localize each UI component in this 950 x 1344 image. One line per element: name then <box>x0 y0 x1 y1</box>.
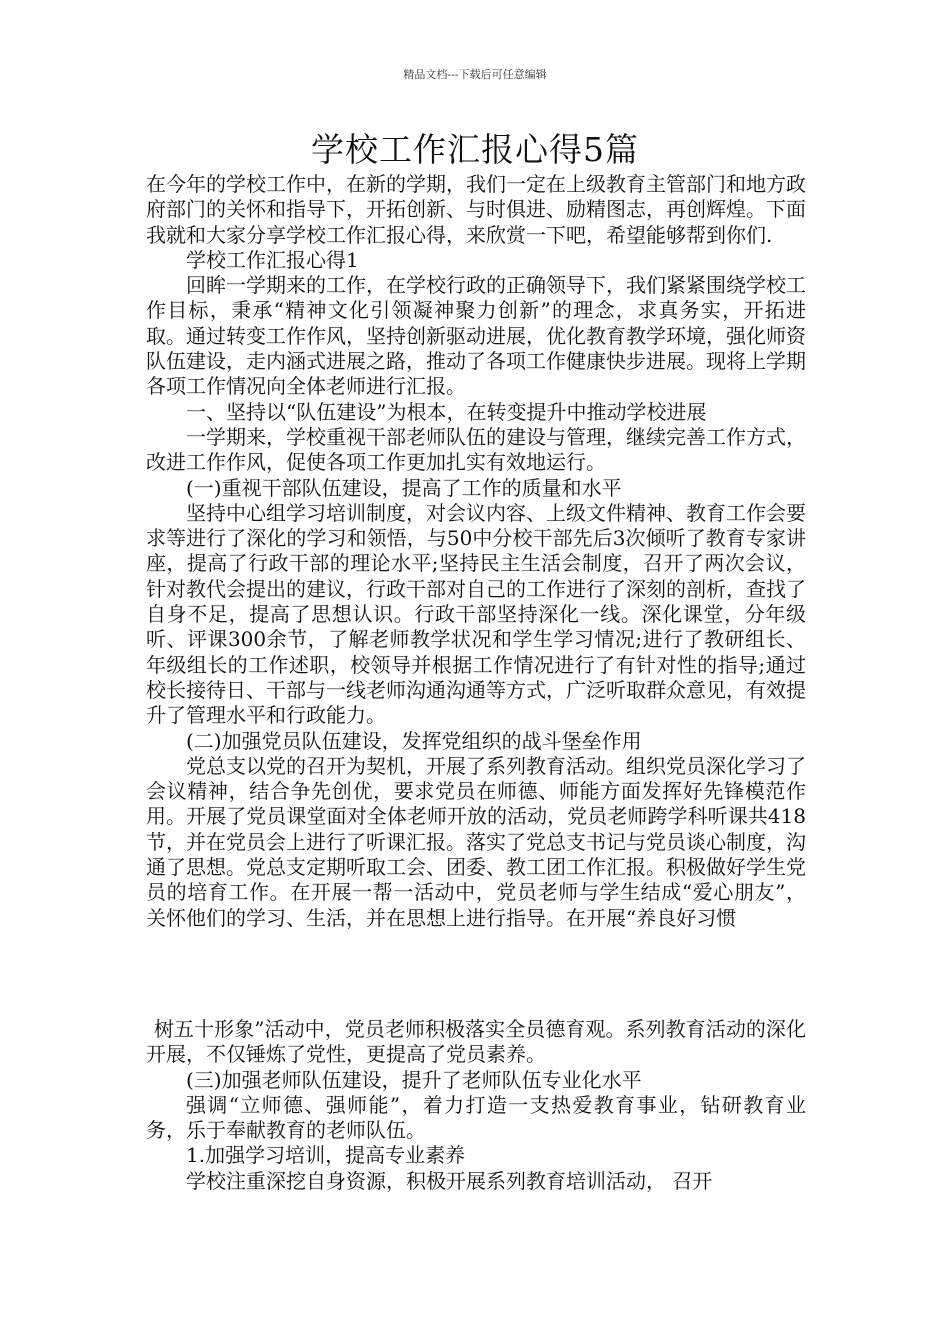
continued-paragraph: 树五十形象”活动中，党员老师积极落实全员德育观。系列教育活动的深化开展，不仅锤炼了党性，更提高了党员素养。 <box>146 1017 806 1067</box>
paragraph: 回眸一学期来的工作，在学校行政的正确领导下，我们紧紧围绕学校工作目标，秉承“精神文化引领凝神聚力创新”的理念，求真务实，开拓进取。通过转变工作作风，坚持创新驱动进展，优化教育教学环境，强化师资队伍建设，走内涵式进展之路，推动了各项工作健康快步进展。现将上学期各项工作情况向全体老师进行汇报。 <box>146 273 806 399</box>
heading-team-building: 一、坚持以“队伍建设”为根本，在转变提升中推动学校进展 <box>186 399 707 424</box>
paragraph: 强调“立师德、强师能”，着力打造一支热爱教育事业，钻研教育业务，乐于奉献教育的老师队伍。 <box>146 1092 806 1143</box>
document-body-part-2 <box>146 1017 806 1194</box>
subheading-teacher-team: (三)加强老师队伍建设，提升了老师队伍专业化水平 <box>186 1067 642 1092</box>
paragraph: 坚持中心组学习培训制度，对会议内容、上级文件精神、教育工作会要求等进行了深化的学习和领悟，与50中分校干部先后3次倾听了教育专家讲座，提高了行政干部的理论水平;坚持民主生活会制度，召开了两次会议，针对教代会提出的建议，行政干部对自己的工作进行了深刻的剖析，查找了自身不足，提高了思想认识。行政干部坚持深化一线。深化课堂，分年级听、评课300余节，了解老师教学状况和学生学习情况;进行了教研组长、年级组长的工作述职，校领导并根据工作情况进行了有针对性的指导;通过校长接待日、干部与一线老师沟通沟通等方式，广泛听取群众意见，有效提升了管理水平和行政能力。 <box>146 500 806 728</box>
document-title: 学校工作汇报心得5篇 <box>311 130 639 169</box>
intro-paragraph: 在今年的学校工作中，在新的学期，我们一定在上级教育主管部门和地方政府部门的关怀和指导下，开拓创新、与时俱进、励精图志，再创辉煌。下面我就和大家分享学校工作汇报心得，来欣赏一下吧，希望能够帮到你们. <box>146 172 806 247</box>
subheading-training: 1.加强学习培训，提高专业素养 <box>186 1143 466 1168</box>
paragraph: 一学期来，学校重视干部老师队伍的建设与管理，继续完善工作方式，改进工作作风，促使各项工作更加扎实有效地运行。 <box>146 424 806 475</box>
document-body-part-1 <box>146 172 806 931</box>
subheading-party-team: (二)加强党员队伍建设，发挥党组织的战斗堡垒作用 <box>186 728 642 753</box>
subheading-cadre-team: (一)重视干部队伍建设，提高了工作的质量和水平 <box>186 475 622 500</box>
paragraph: 学校注重深挖自身资源，积极开展系列教育培训活动， 召开 <box>186 1168 713 1193</box>
section-heading-1: 学校工作汇报心得1 <box>186 247 359 272</box>
page-header: 精品文档---下载后可任意编辑 <box>403 68 547 81</box>
paragraph: 党总支以党的召开为契机，开展了系列教育活动。组织党员深化学习了会议精神，结合争先创优，要求党员在师德、师能方面发挥好先锋模范作用。开展了党员课堂面对全体老师开放的活动，党员老师跨学科听课共418节，并在党员会上进行了听课汇报。落实了党总支书记与党员谈心制度，沟通了思想。党总支定期听取工会、团委、教工团工作汇报。积极做好学生党员的培育工作。在开展一帮一活动中，党员老师与学生结成“爱心朋友”，关怀他们的学习、生活，并在思想上进行指导。在开展“养良好习惯 <box>146 753 806 930</box>
